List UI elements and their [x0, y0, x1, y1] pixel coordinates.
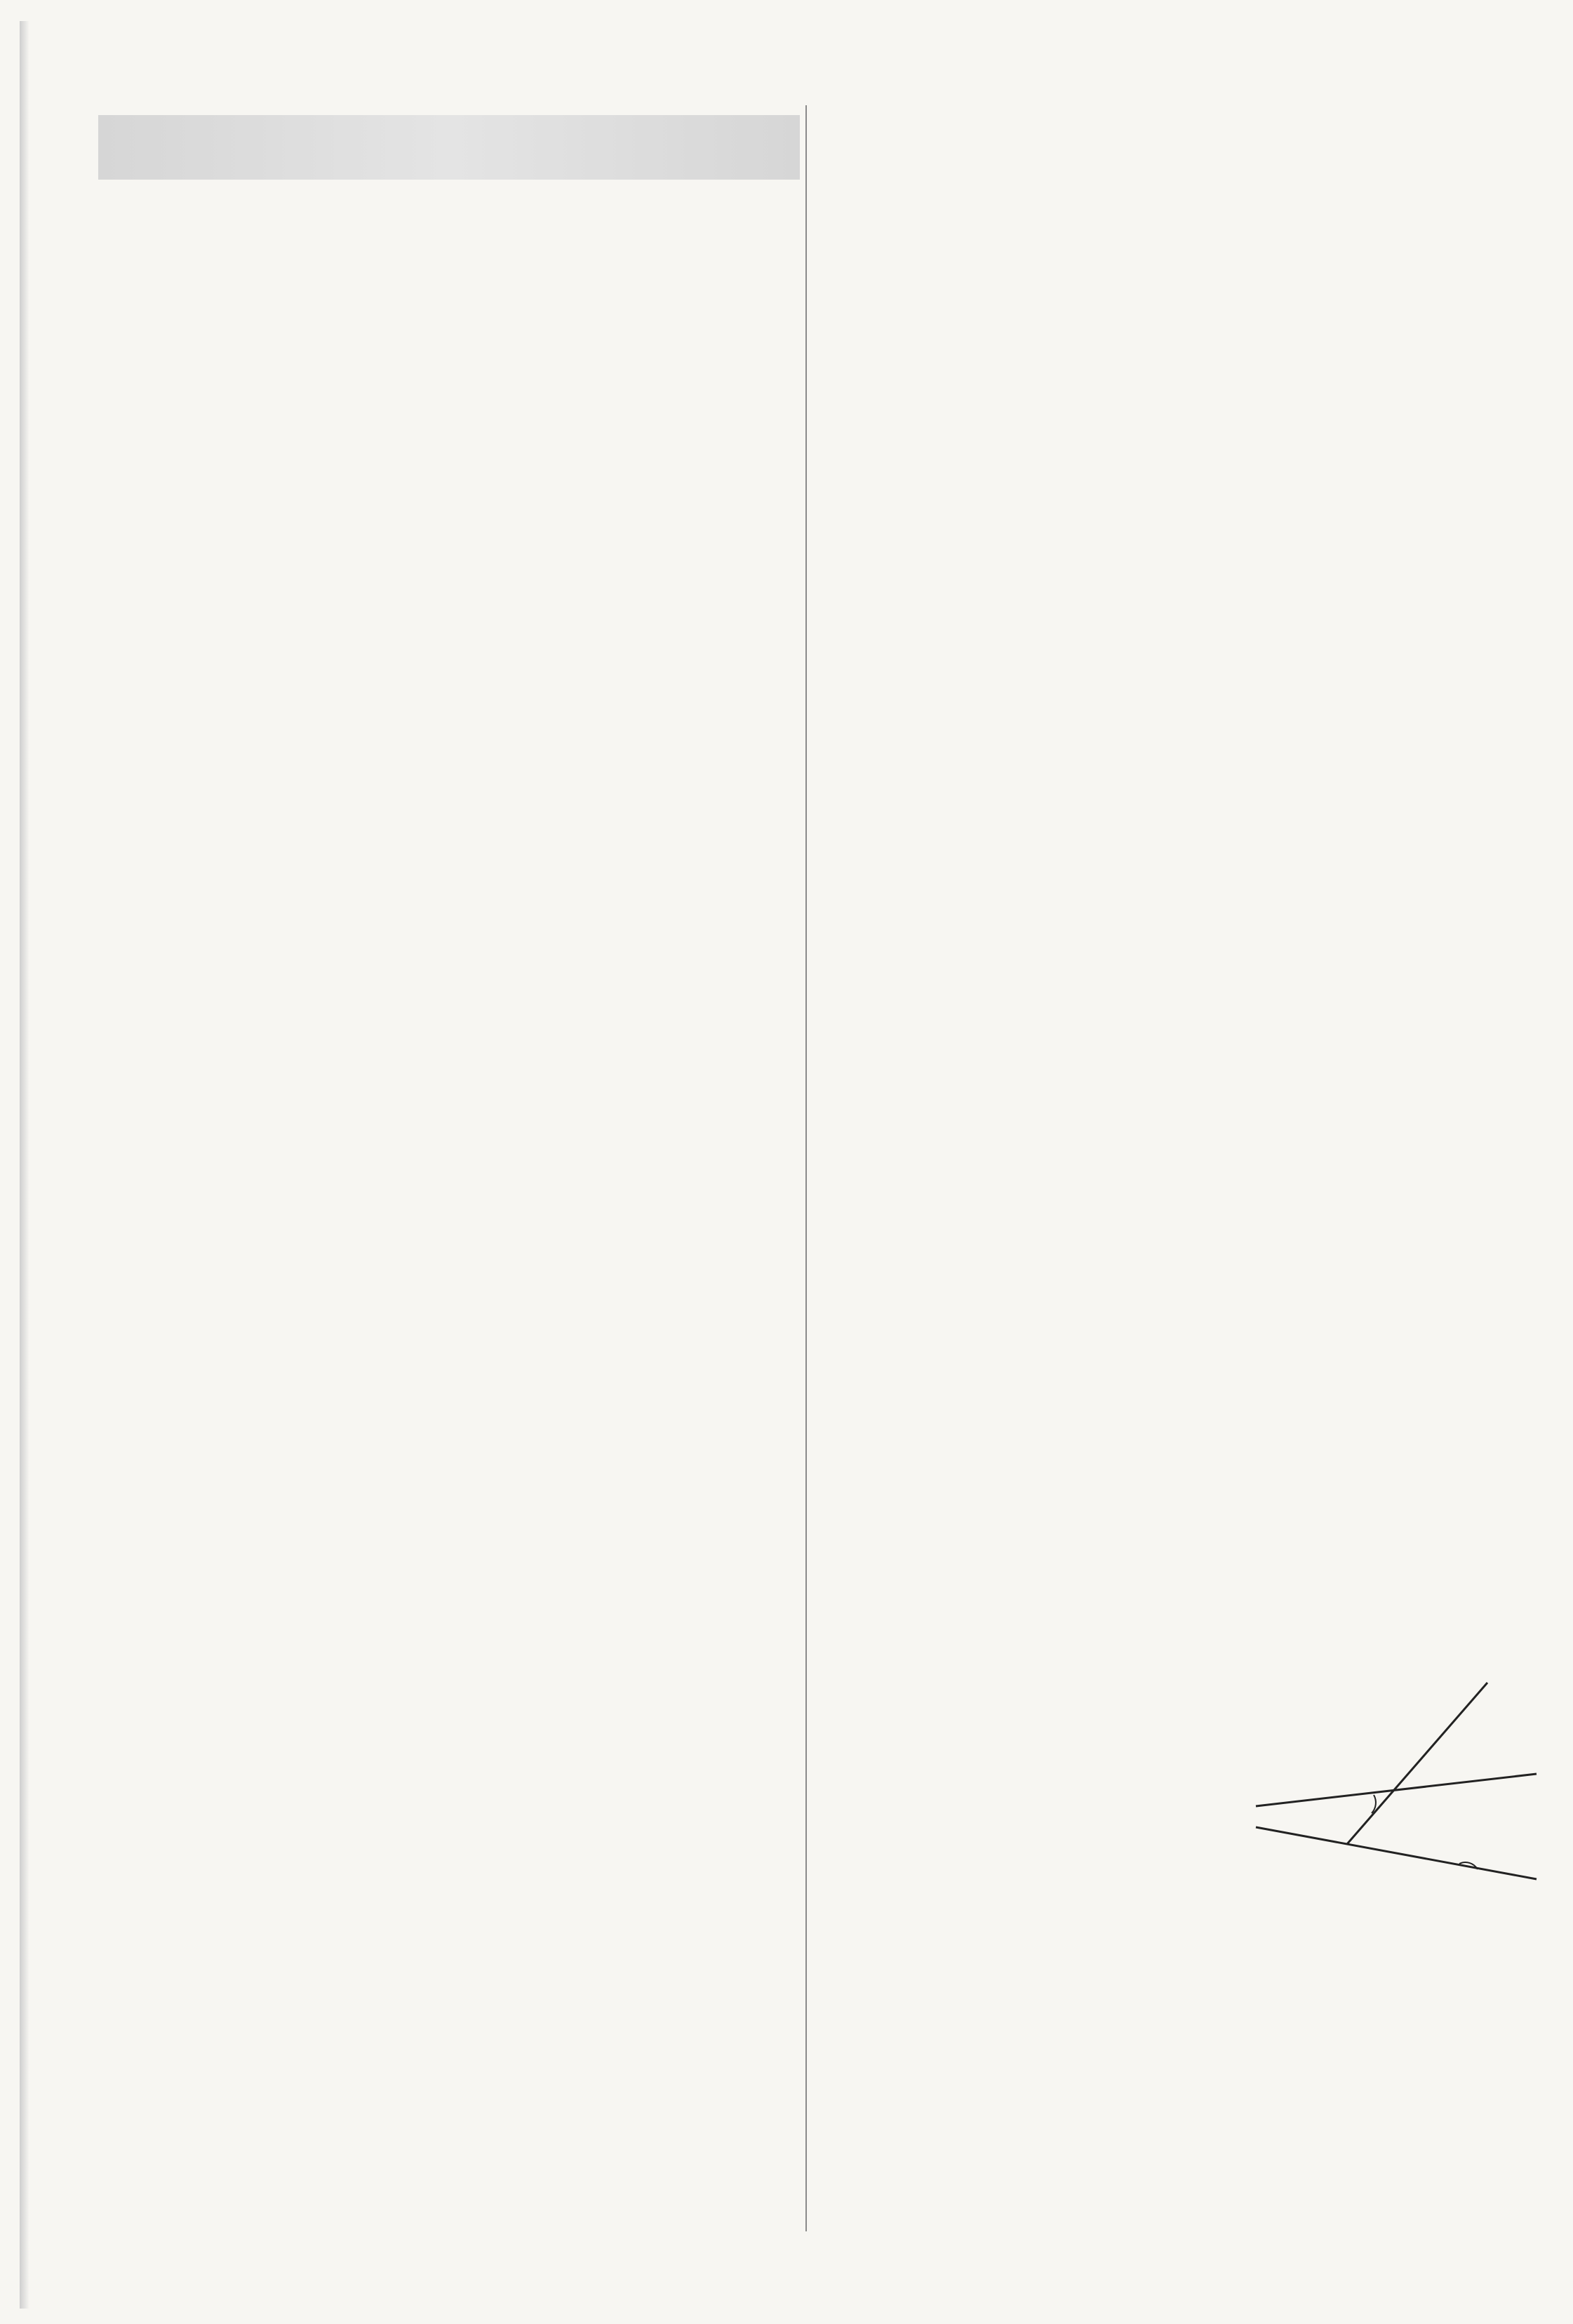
left-column — [98, 104, 800, 199]
figure-transversal — [1347, 1683, 1487, 1844]
section-title — [98, 115, 800, 180]
q19-figure — [1249, 1676, 1544, 1886]
figure-line-lower — [1256, 1827, 1537, 1879]
page-gutter-shadow — [20, 21, 29, 2309]
figure-line-upper — [1256, 1774, 1537, 1806]
column-divider — [805, 105, 807, 2231]
